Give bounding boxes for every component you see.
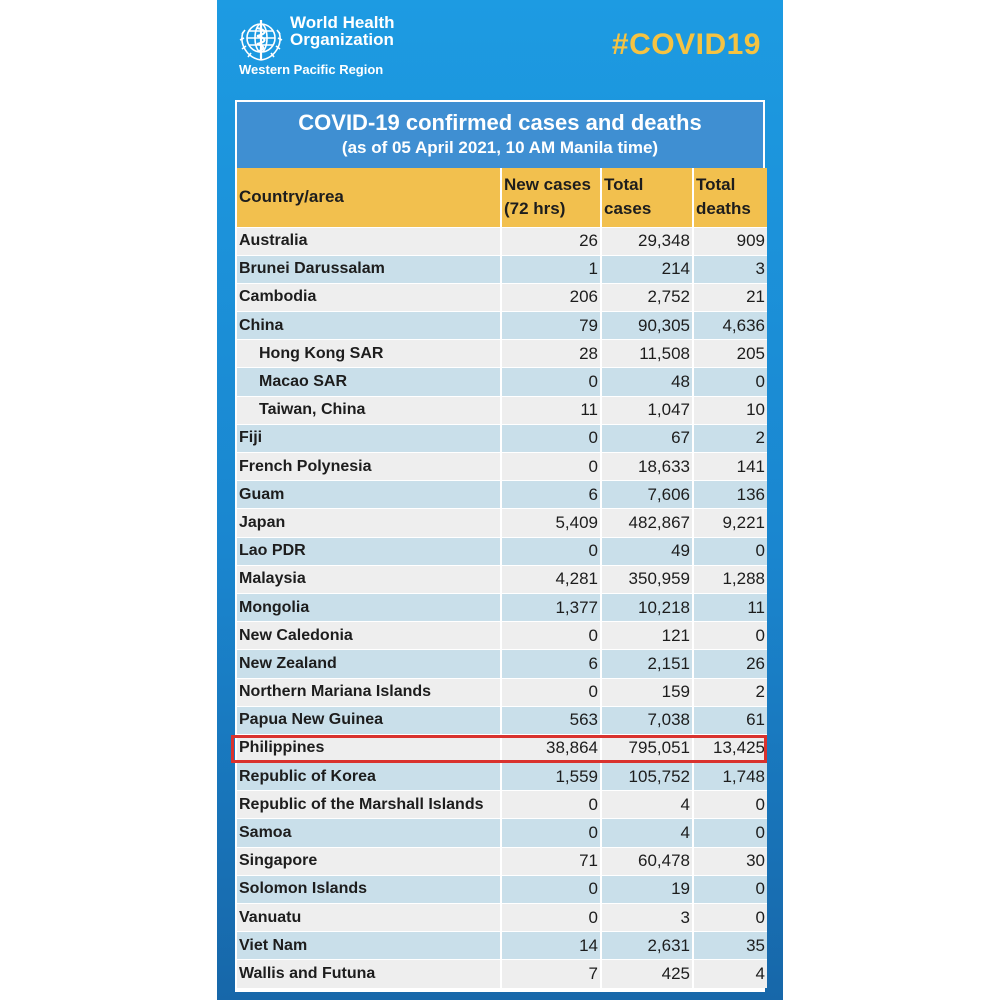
total-deaths: 0 [693, 904, 767, 932]
table-row-highlighted [237, 734, 767, 762]
table-row [237, 622, 767, 650]
total-deaths: 0 [693, 819, 767, 847]
table-row [237, 509, 767, 537]
table-row [237, 932, 767, 960]
total-cases: 350,959 [601, 565, 693, 593]
new-cases: 5,409 [501, 509, 601, 537]
total-deaths: 0 [693, 368, 767, 396]
total-cases: 2,151 [601, 650, 693, 678]
total-cases: 7,038 [601, 706, 693, 734]
total-deaths: 0 [693, 875, 767, 903]
table-row [237, 453, 767, 481]
total-cases: 159 [601, 678, 693, 706]
table-row [237, 340, 767, 368]
new-cases: 6 [501, 481, 601, 509]
header-country: Country/area [237, 168, 501, 227]
new-cases: 1,559 [501, 763, 601, 791]
header-new-cases-line1: New cases [504, 175, 591, 195]
country-name: Hong Kong SAR [237, 340, 501, 368]
country-name: Vanuatu [237, 904, 501, 932]
table-row [237, 593, 767, 621]
table-row [237, 396, 767, 424]
organization-region: Western Pacific Region [239, 62, 384, 77]
total-deaths: 205 [693, 340, 767, 368]
header-total-cases [601, 168, 693, 227]
total-cases: 4 [601, 819, 693, 847]
total-cases: 29,348 [601, 227, 693, 255]
header-total-deaths [693, 168, 767, 227]
total-cases: 2,752 [601, 283, 693, 311]
new-cases: 0 [501, 791, 601, 819]
country-name: Wallis and Futuna [237, 960, 501, 988]
header-total-deaths-line1: Total [696, 175, 736, 195]
country-name: Guam [237, 481, 501, 509]
country-name: Viet Nam [237, 932, 501, 960]
organization-name-line1: World Health [290, 13, 395, 32]
table-row [237, 650, 767, 678]
total-cases: 49 [601, 537, 693, 565]
total-deaths: 35 [693, 932, 767, 960]
table-row [237, 847, 767, 875]
total-deaths: 1,748 [693, 763, 767, 791]
total-deaths: 2 [693, 424, 767, 452]
new-cases: 0 [501, 368, 601, 396]
header-total-cases-line1: Total [604, 175, 644, 195]
new-cases: 38,864 [501, 734, 601, 762]
total-deaths: 10 [693, 396, 767, 424]
table-row [237, 255, 767, 283]
cases-table [237, 168, 767, 988]
header [217, 0, 783, 100]
total-deaths: 21 [693, 283, 767, 311]
table-row [237, 960, 767, 988]
total-deaths: 909 [693, 227, 767, 255]
new-cases: 26 [501, 227, 601, 255]
total-deaths: 0 [693, 791, 767, 819]
country-name: New Caledonia [237, 622, 501, 650]
table-row [237, 819, 767, 847]
total-cases: 121 [601, 622, 693, 650]
new-cases: 71 [501, 847, 601, 875]
total-deaths: 1,288 [693, 565, 767, 593]
new-cases: 0 [501, 622, 601, 650]
country-name: Republic of Korea [237, 763, 501, 791]
total-deaths: 136 [693, 481, 767, 509]
new-cases: 28 [501, 340, 601, 368]
total-cases: 10,218 [601, 593, 693, 621]
new-cases: 6 [501, 650, 601, 678]
new-cases: 0 [501, 424, 601, 452]
total-cases: 7,606 [601, 481, 693, 509]
table-row [237, 565, 767, 593]
header-total-cases-line2: cases [604, 199, 652, 219]
header-new-cases [501, 168, 601, 227]
country-name: Cambodia [237, 283, 501, 311]
total-deaths: 0 [693, 622, 767, 650]
table-row [237, 481, 767, 509]
table-row [237, 678, 767, 706]
table-row [237, 904, 767, 932]
total-cases: 4 [601, 791, 693, 819]
country-name: Japan [237, 509, 501, 537]
total-cases: 105,752 [601, 763, 693, 791]
country-name: Papua New Guinea [237, 706, 501, 734]
new-cases: 563 [501, 706, 601, 734]
data-table-card [235, 100, 765, 992]
country-name: New Zealand [237, 650, 501, 678]
country-name: Northern Mariana Islands [237, 678, 501, 706]
new-cases: 14 [501, 932, 601, 960]
total-cases: 67 [601, 424, 693, 452]
total-cases: 11,508 [601, 340, 693, 368]
table-row [237, 227, 767, 255]
total-cases: 2,631 [601, 932, 693, 960]
table-row [237, 537, 767, 565]
total-cases: 795,051 [601, 734, 693, 762]
table-row [237, 791, 767, 819]
organization-name-line2: Organization [290, 30, 394, 49]
country-name: Mongolia [237, 593, 501, 621]
total-cases: 18,633 [601, 453, 693, 481]
infographic-panel [217, 0, 783, 1000]
organization-name [290, 14, 395, 48]
total-deaths: 3 [693, 255, 767, 283]
total-deaths: 141 [693, 453, 767, 481]
header-total-deaths-line2: deaths [696, 199, 751, 219]
new-cases: 0 [501, 904, 601, 932]
covid-hashtag: #COVID19 [611, 28, 761, 61]
country-name: Republic of the Marshall Islands [237, 791, 501, 819]
total-cases: 48 [601, 368, 693, 396]
new-cases: 79 [501, 312, 601, 340]
table-row [237, 763, 767, 791]
country-name: Brunei Darussalam [237, 255, 501, 283]
table-row [237, 424, 767, 452]
new-cases: 0 [501, 453, 601, 481]
country-name: Macao SAR [237, 368, 501, 396]
table-title-main: COVID-19 confirmed cases and deaths [298, 110, 702, 135]
country-name: French Polynesia [237, 453, 501, 481]
table-title-date: (as of 05 April 2021, 10 AM Manila time) [341, 138, 659, 157]
country-name: Fiji [237, 424, 501, 452]
total-cases: 19 [601, 875, 693, 903]
new-cases: 0 [501, 678, 601, 706]
total-cases: 425 [601, 960, 693, 988]
country-name: Malaysia [237, 565, 501, 593]
total-deaths: 0 [693, 537, 767, 565]
total-deaths: 4,636 [693, 312, 767, 340]
table-row [237, 283, 767, 311]
new-cases: 4,281 [501, 565, 601, 593]
total-deaths: 4 [693, 960, 767, 988]
country-name: Taiwan, China [237, 396, 501, 424]
header-new-cases-line2: (72 hrs) [504, 199, 566, 219]
total-cases: 1,047 [601, 396, 693, 424]
new-cases: 1,377 [501, 593, 601, 621]
total-cases: 214 [601, 255, 693, 283]
total-deaths: 13,425 [693, 734, 767, 762]
new-cases: 0 [501, 537, 601, 565]
total-deaths: 30 [693, 847, 767, 875]
country-name: Australia [237, 227, 501, 255]
total-cases: 3 [601, 904, 693, 932]
table-header-row [237, 168, 767, 227]
new-cases: 206 [501, 283, 601, 311]
total-cases: 60,478 [601, 847, 693, 875]
total-deaths: 26 [693, 650, 767, 678]
total-cases: 482,867 [601, 509, 693, 537]
table-row [237, 312, 767, 340]
new-cases: 7 [501, 960, 601, 988]
total-deaths: 11 [693, 593, 767, 621]
total-deaths: 9,221 [693, 509, 767, 537]
new-cases: 11 [501, 396, 601, 424]
total-cases: 90,305 [601, 312, 693, 340]
new-cases: 0 [501, 819, 601, 847]
total-deaths: 61 [693, 706, 767, 734]
total-deaths: 2 [693, 678, 767, 706]
country-name: Solomon Islands [237, 875, 501, 903]
new-cases: 1 [501, 255, 601, 283]
table-row [237, 706, 767, 734]
country-name: Philippines [237, 734, 501, 762]
new-cases: 0 [501, 875, 601, 903]
table-row [237, 875, 767, 903]
table-title [237, 102, 763, 168]
table-row [237, 368, 767, 396]
country-name: Singapore [237, 847, 501, 875]
country-name: Lao PDR [237, 537, 501, 565]
country-name: China [237, 312, 501, 340]
country-name: Samoa [237, 819, 501, 847]
who-emblem-icon [235, 14, 287, 66]
